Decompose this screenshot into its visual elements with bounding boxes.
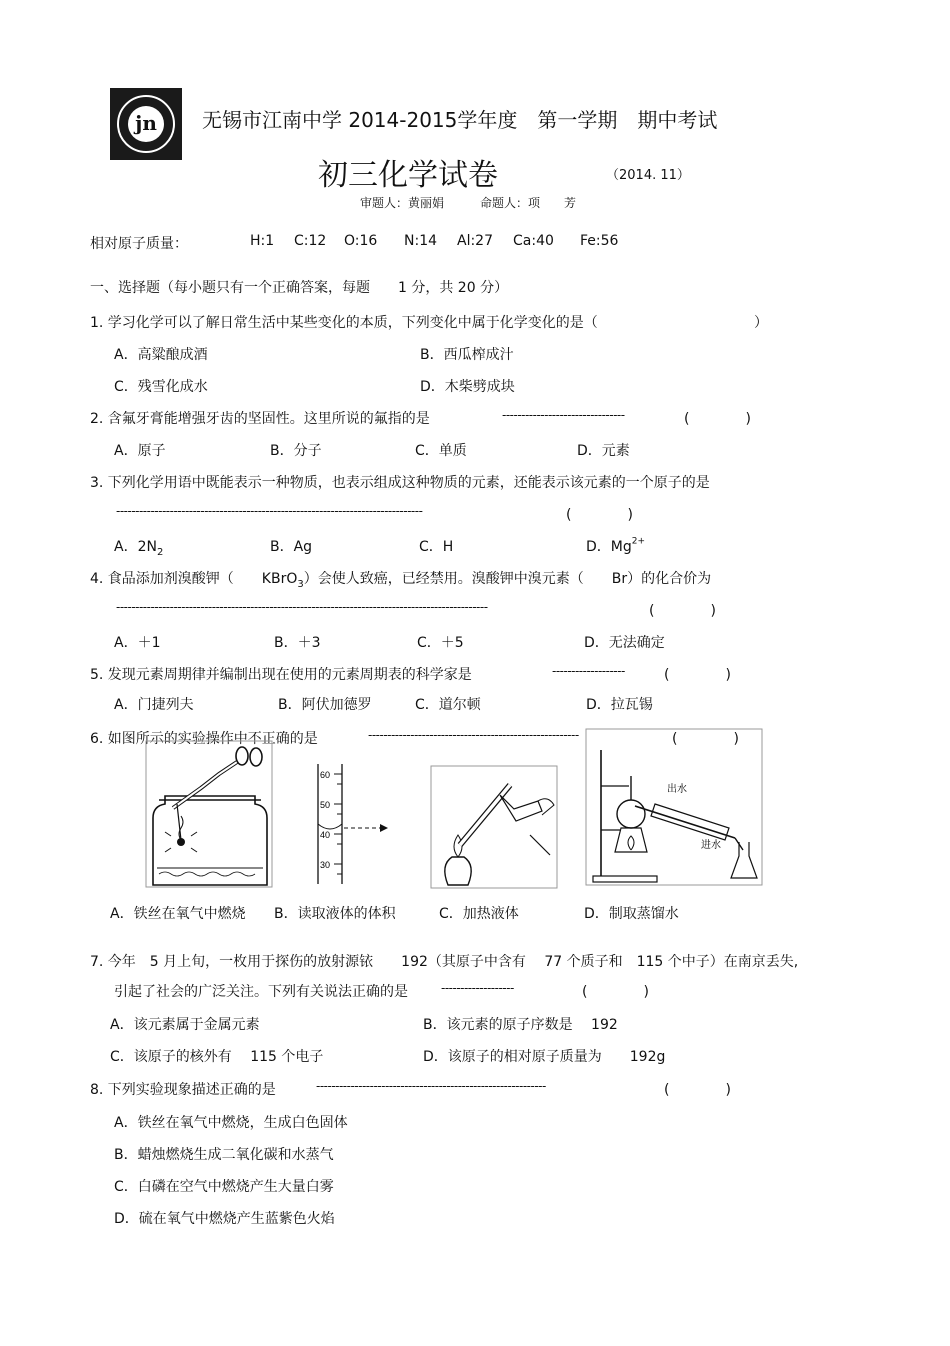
q6-option-c: C．加热液体 (439, 906, 519, 922)
q7-leader: ------------------- (441, 981, 514, 995)
q5-stem: 5. 发现元素周期律并编制出现在使用的元素周期表的科学家是 (90, 667, 472, 683)
q8-option-b: B．蜡烛燃烧生成二氧化碳和水蒸气 (114, 1147, 334, 1163)
q4-stem (90, 568, 711, 590)
q8-option-d: D．硫在氧气中燃烧产生蓝紫色火焰 (114, 1211, 335, 1227)
q2-option-d: D．元素 (577, 443, 630, 459)
figure-iron-burning (145, 740, 275, 890)
exam-date: （2014. 11） (606, 168, 690, 183)
q5-paren: ( ) (664, 667, 731, 683)
q5-option-b: B．阿伏加德罗 (278, 697, 372, 713)
atomic-mass-c: C:12 (294, 233, 327, 249)
cyl-tick-60: 60 (320, 770, 331, 780)
q7-paren: ( ) (582, 984, 649, 1000)
q2-stem: 2. 含氟牙膏能增强牙齿的坚固性。这里所说的氟指的是 (90, 411, 430, 427)
q3-option-a-sub: 2 (156, 546, 164, 558)
q3-option-a (114, 536, 163, 558)
q1-stem: 1. 学习化学可以了解日常生活中某些变化的本质，下列变化中属于化学变化的是（ (90, 315, 598, 331)
q3-option-c: C．H (419, 539, 454, 555)
q3-stem: 3. 下列化学用语中既能表示一种物质，也表示组成这种物质的元素，还能表示该元素的一个原子的是 (90, 475, 710, 491)
figure-distillation (585, 728, 765, 888)
q5-option-c: C．道尔顿 (415, 697, 481, 713)
cyl-tick-40: 40 (320, 830, 331, 840)
q6-option-a: A．铁丝在氧气中燃烧 (110, 906, 246, 922)
cyl-tick-30: 30 (320, 860, 331, 870)
q6-leader: ------------------------------------------------------- (368, 728, 579, 742)
q1-option-d: D．木柴劈成块 (420, 379, 515, 395)
atomic-mass-fe: Fe:56 (580, 233, 619, 249)
figure-graduated-cylinder (300, 760, 400, 890)
q4-option-c: C．＋5 (417, 635, 464, 651)
q3-leader: -------------------------------------------------------------------------------- (116, 504, 423, 518)
atomic-mass-h: H:1 (250, 233, 275, 249)
q4-stem-sub: 3 (297, 578, 304, 590)
q5-option-a: A．门捷列夫 (114, 697, 194, 713)
q2-option-c: C．单质 (415, 443, 467, 459)
q1-option-c: C．残雪化成水 (114, 379, 208, 395)
q8-option-a: A．铁丝在氧气中燃烧，生成白色固体 (114, 1115, 348, 1131)
q7-stem-line1: 7. 今年 5 月上旬，一枚用于探伤的放射源铱 192（其原子中含有 77 个质子和 115 个中子）在南京丢失, (90, 954, 799, 970)
q1-option-a: A．高粱酿成酒 (114, 347, 208, 363)
q2-option-a: A．原子 (114, 443, 166, 459)
atomic-mass-n: N:14 (404, 233, 438, 249)
q3-option-d (586, 534, 645, 554)
q7-stem-line2: 引起了社会的广泛关注。下列有关说法正确的是 (114, 984, 408, 1000)
logo-mark: jn (135, 111, 157, 135)
q3-option-d-text: D．Mg (586, 539, 632, 555)
q2-option-b: B．分子 (270, 443, 322, 459)
q6-option-b: B．读取液体的体积 (274, 906, 396, 922)
q3-option-b: B．Ag (270, 539, 313, 555)
atomic-mass-o: O:16 (344, 233, 378, 249)
q3-paren: ( ) (566, 507, 633, 523)
q6-stem: 6. 如图所示的实验操作中不正确的是 (90, 731, 318, 747)
q4-leader: ------------------------------------------------------------------------------------------------- (116, 600, 488, 614)
atomic-mass-ca: Ca:40 (513, 233, 554, 249)
label-water-in: 进水 (701, 840, 721, 851)
figure-heating-liquid (430, 765, 560, 890)
q5-option-d: D．拉瓦锡 (586, 697, 653, 713)
atomic-mass-al: Al:27 (457, 233, 493, 249)
paper-title: 初三化学试卷 (318, 158, 498, 193)
q8-paren: ( ) (664, 1082, 731, 1098)
q7-option-a: A．该元素属于金属元素 (110, 1017, 260, 1033)
q1-option-b: B．西瓜榨成汁 (420, 347, 514, 363)
exam-title: 无锡市江南中学 2014-2015学年度 第一学期 期中考试 (202, 108, 718, 132)
q4-stem-part1: 4. 食品添加剂溴酸钾（ KBrO (90, 571, 298, 587)
label-water-out: 出水 (667, 784, 687, 795)
q6-option-d: D．制取蒸馏水 (584, 906, 679, 922)
q4-paren: ( ) (649, 603, 716, 619)
atomic-mass-label: 相对原子质量： (90, 236, 188, 252)
q8-stem: 8. 下列实验现象描述正确的是 (90, 1082, 276, 1098)
q6-paren: ( ) (672, 731, 739, 747)
q3-option-a-text: A．2N (114, 539, 157, 555)
q7-option-d: D．该原子的相对原子质量为 192g (423, 1049, 666, 1065)
q8-leader: ------------------------------------------------------------ (316, 1079, 546, 1093)
q4-option-b: B．＋3 (274, 635, 321, 651)
q2-paren: ( ) (684, 411, 751, 427)
cyl-tick-50: 50 (320, 800, 331, 810)
school-logo (110, 88, 182, 160)
q5-leader: ------------------- (552, 664, 625, 678)
q3-option-d-sup: 2+ (631, 536, 646, 547)
q4-option-d: D．无法确定 (584, 635, 665, 651)
q4-stem-part2: ）会使人致癌，已经禁用。溴酸钾中溴元素（ Br）的化合价为 (303, 571, 712, 587)
q7-option-b: B．该元素的原子序数是 192 (423, 1017, 618, 1033)
q4-option-a: A．＋1 (114, 635, 161, 651)
section-heading: 一、选择题（每小题只有一个正确答案，每题 1 分，共 20 分） (90, 280, 509, 296)
q8-option-c: C．白磷在空气中燃烧产生大量白雾 (114, 1179, 334, 1195)
reviewers-line: 审题人：黄丽娟 命题人：项 芳 (360, 196, 577, 210)
q2-leader: -------------------------------- (502, 408, 625, 422)
q7-option-c: C．该原子的核外有 115 个电子 (110, 1049, 324, 1065)
q1-paren: ） (754, 315, 768, 331)
